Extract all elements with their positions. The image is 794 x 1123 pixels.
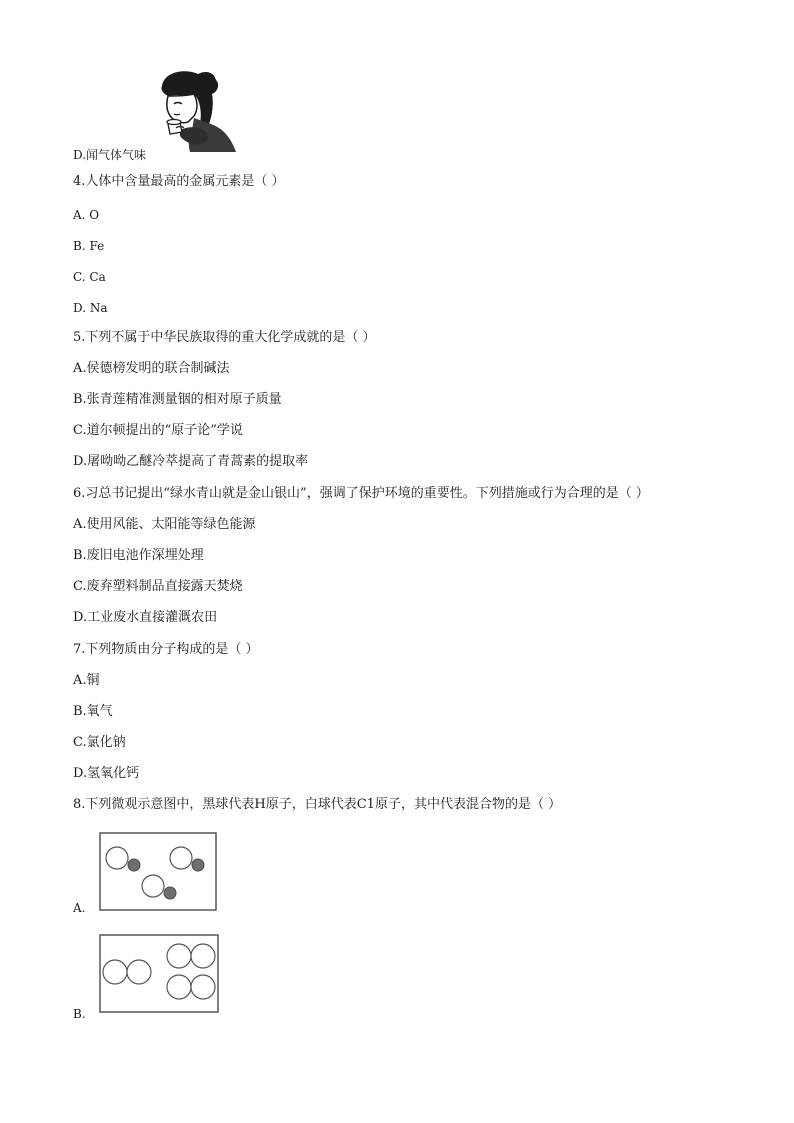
h-atom xyxy=(128,859,140,871)
smelling-gas-illustration xyxy=(150,66,240,152)
q8-option-b-label: B. xyxy=(73,1007,86,1021)
q5-option-d: D.屠呦呦乙醚冷萃提高了青蒿素的提取率 xyxy=(73,454,309,469)
q6-option-c: C.废弃塑料制品直接露天焚烧 xyxy=(73,579,243,594)
h-atom xyxy=(164,887,176,899)
q5-option-b: B.张青莲精准测量铟的相对原子质量 xyxy=(73,392,282,407)
q6-stem: 6.习总书记提出“绿水青山就是金山银山”，强调了保护环境的重要性。下列措施或行为合理的是（ ） xyxy=(73,486,649,501)
q7-option-a: A.铜 xyxy=(73,673,100,688)
cl-atom xyxy=(167,975,191,999)
q7-option-b: B.氧气 xyxy=(73,704,113,719)
cl-atom xyxy=(103,960,127,984)
q4-option-d: D. Na xyxy=(73,301,108,315)
q4-option-c: C. Ca xyxy=(73,270,106,284)
cl-atom xyxy=(106,847,128,869)
cl-atom xyxy=(167,944,191,968)
cl-atom xyxy=(191,944,215,968)
q7-option-c: C.氯化钠 xyxy=(73,735,126,750)
diagram-frame xyxy=(100,833,216,910)
q8-option-a-diagram xyxy=(99,832,217,911)
q7-option-d: D.氢氧化钙 xyxy=(73,766,140,781)
q5-stem: 5.下列不属于中华民族取得的重大化学成就的是（ ） xyxy=(73,330,376,345)
q8-stem: 8.下列微观示意图中，黑球代表H原子，白球代表C1原子，其中代表混合物的是（ ） xyxy=(73,797,562,812)
q4-stem: 4.人体中含量最高的金属元素是（ ） xyxy=(73,174,285,189)
q3-option-d: D.闻气体气味 xyxy=(73,148,147,162)
q6-option-d: D.工业废水直接灌溉农田 xyxy=(73,610,218,625)
q5-option-a: A.侯德榜发明的联合制碱法 xyxy=(73,361,230,376)
q6-option-a: A.使用风能、太阳能等绿色能源 xyxy=(73,517,256,532)
cl-atom xyxy=(127,960,151,984)
h-atom xyxy=(192,859,204,871)
q7-stem: 7.下列物质由分子构成的是（ ） xyxy=(73,642,259,657)
q4-option-a: A. O xyxy=(73,208,100,222)
cl-atom xyxy=(142,875,164,897)
q5-option-c: C.道尔顿提出的“原子论”学说 xyxy=(73,423,243,438)
q8-option-b-diagram xyxy=(99,934,219,1013)
q8-option-a-label: A. xyxy=(73,901,86,915)
q6-option-b: B.废旧电池作深埋处理 xyxy=(73,548,204,563)
cl-atom xyxy=(170,847,192,869)
cl-atom xyxy=(191,975,215,999)
q4-option-b: B. Fe xyxy=(73,239,105,253)
